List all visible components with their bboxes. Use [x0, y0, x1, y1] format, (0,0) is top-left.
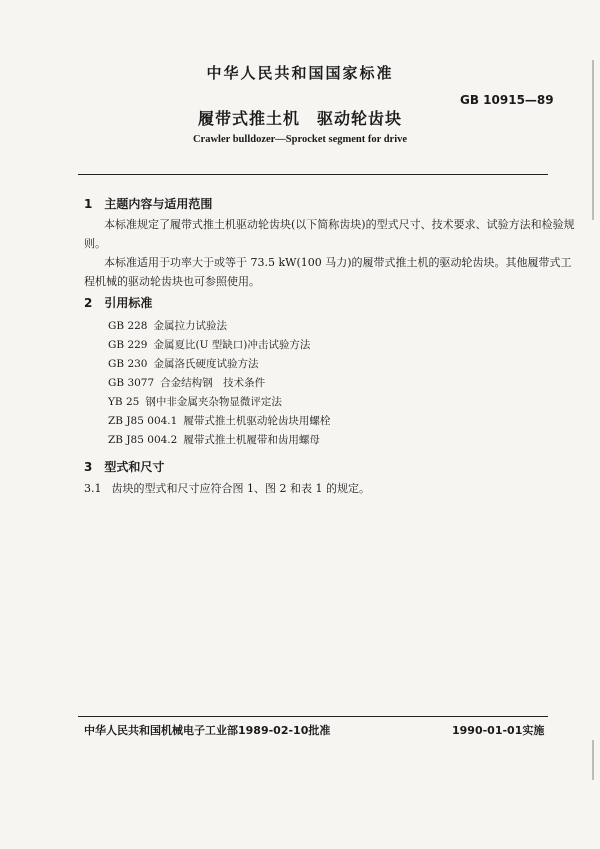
ref-name: 金属洛氏硬度试验方法 [153, 358, 259, 370]
section1-para1-line1: 本标准规定了履带式推土机驱动轮齿块(以下简称齿块)的型式尺寸、技术要求、试验方法和检验规 [104, 218, 575, 231]
ref-code: ZB J85 004.2 [108, 434, 178, 446]
scan-edge-mark [592, 740, 594, 780]
clause-number: 3.1 [84, 482, 102, 495]
reference-item [108, 337, 310, 352]
clause-text: 齿块的型式和尺寸应符合图 1、图 2 和表 1 的规定。 [111, 482, 370, 495]
section1-para2-line1: 本标准适用于功率大于或等于 73.5 kW(100 马力)的履带式推土机的驱动轮齿块。其他履带式工 [104, 256, 572, 269]
section1-para1-line2: 则。 [84, 237, 106, 250]
ref-name: 合金结构钢 技术条件 [160, 377, 266, 389]
section1-para2-line2: 程机械的驱动轮齿块也可参照使用。 [84, 275, 260, 288]
ref-code: GB 230 [108, 358, 148, 370]
bottom-divider [78, 716, 548, 717]
scan-edge-mark [592, 60, 594, 220]
document-header: 中华人民共和国国家标准 [206, 64, 394, 82]
reference-item [108, 356, 258, 371]
section3-heading: 3 型式和尺寸 [84, 460, 165, 474]
reference-item [108, 375, 265, 390]
reference-item [108, 432, 320, 447]
ref-code: GB 3077 [108, 377, 155, 389]
effective-date: 1990-01-01实施 [452, 724, 545, 737]
reference-item [108, 413, 330, 428]
clause-3-1 [84, 479, 370, 498]
ref-code: GB 229 [108, 339, 148, 351]
ref-name: 金属夏比(U 型缺口)冲击试验方法 [153, 339, 311, 351]
ref-code: GB 228 [108, 320, 148, 332]
approval-line: 中华人民共和国机械电子工业部1989-02-10批准 [84, 724, 331, 737]
ref-name: 履带式推土机履带和齿用螺母 [183, 434, 320, 446]
title-english: Crawler bulldozer—Sprocket segment for drive [192, 134, 408, 145]
standard-number: GB 10915—89 [460, 93, 554, 107]
ref-code: YB 25 [108, 396, 140, 408]
reference-item [108, 394, 282, 409]
section1-heading: 1 主题内容与适用范围 [84, 197, 213, 211]
ref-code: ZB J85 004.1 [108, 415, 178, 427]
top-divider [78, 174, 548, 175]
ref-name: 钢中非金属夹杂物显微评定法 [145, 396, 282, 408]
ref-name: 履带式推土机驱动轮齿块用螺栓 [183, 415, 331, 427]
reference-item [108, 318, 227, 333]
title-chinese: 履带式推土机 驱动轮齿块 [197, 109, 402, 128]
section2-heading: 2 引用标准 [84, 296, 153, 310]
ref-name: 金属拉力试验法 [153, 320, 227, 332]
